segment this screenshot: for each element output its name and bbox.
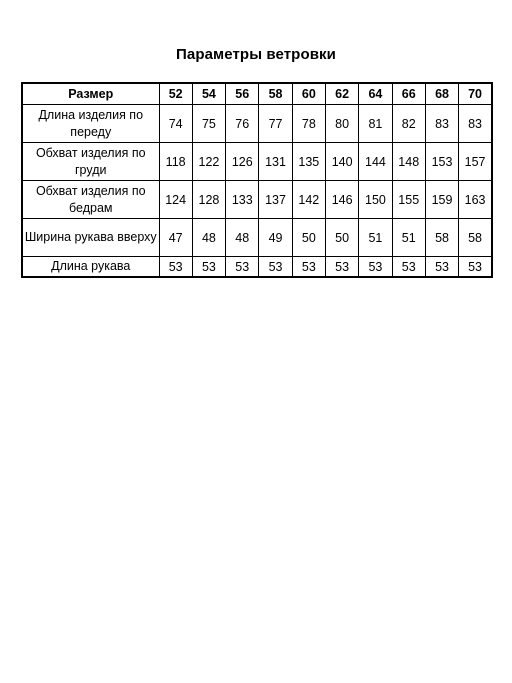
value-cell: 53: [159, 257, 192, 278]
value-cell: 146: [325, 181, 358, 219]
header-size-cell: 54: [192, 83, 225, 105]
value-cell: 82: [392, 105, 425, 143]
value-cell: 163: [459, 181, 492, 219]
value-cell: 155: [392, 181, 425, 219]
value-cell: 81: [359, 105, 392, 143]
value-cell: 58: [425, 219, 458, 257]
value-cell: 157: [459, 143, 492, 181]
value-cell: 122: [192, 143, 225, 181]
value-cell: 131: [259, 143, 292, 181]
value-cell: 124: [159, 181, 192, 219]
row-label-cell: Ширина рукава вверху: [22, 219, 159, 257]
value-cell: 53: [359, 257, 392, 278]
row-label-cell: Длина изделия по переду: [22, 105, 159, 143]
row-label-cell: Длина рукава: [22, 257, 159, 278]
value-cell: 53: [425, 257, 458, 278]
row-label-cell: Обхват изделия по груди: [22, 143, 159, 181]
value-cell: 53: [259, 257, 292, 278]
value-cell: 53: [392, 257, 425, 278]
value-cell: 80: [325, 105, 358, 143]
value-cell: 133: [226, 181, 259, 219]
header-size-cell: 58: [259, 83, 292, 105]
value-cell: 150: [359, 181, 392, 219]
value-cell: 128: [192, 181, 225, 219]
value-cell: 51: [392, 219, 425, 257]
value-cell: 137: [259, 181, 292, 219]
value-cell: 50: [325, 219, 358, 257]
value-cell: 159: [425, 181, 458, 219]
value-cell: 76: [226, 105, 259, 143]
value-cell: 53: [325, 257, 358, 278]
value-cell: 49: [259, 219, 292, 257]
value-cell: 77: [259, 105, 292, 143]
header-size-cell: 68: [425, 83, 458, 105]
value-cell: 144: [359, 143, 392, 181]
value-cell: 53: [226, 257, 259, 278]
value-cell: 75: [192, 105, 225, 143]
header-size-cell: 70: [459, 83, 492, 105]
value-cell: 142: [292, 181, 325, 219]
value-cell: 53: [292, 257, 325, 278]
table-row: [22, 181, 492, 219]
value-cell: 53: [192, 257, 225, 278]
value-cell: 135: [292, 143, 325, 181]
header-size-cell: 60: [292, 83, 325, 105]
value-cell: 78: [292, 105, 325, 143]
value-cell: 83: [459, 105, 492, 143]
value-cell: 83: [425, 105, 458, 143]
value-cell: 126: [226, 143, 259, 181]
value-cell: 48: [192, 219, 225, 257]
value-cell: 153: [425, 143, 458, 181]
table-row: [22, 143, 492, 181]
header-size-cell: 56: [226, 83, 259, 105]
value-cell: 140: [325, 143, 358, 181]
header-size-cell: 62: [325, 83, 358, 105]
value-cell: 58: [459, 219, 492, 257]
value-cell: 48: [226, 219, 259, 257]
document-title: Параметры ветровки: [176, 46, 336, 63]
value-cell: 118: [159, 143, 192, 181]
value-cell: 74: [159, 105, 192, 143]
table-row: [22, 105, 492, 143]
header-label-cell: Размер: [22, 83, 159, 105]
header-size-cell: 64: [359, 83, 392, 105]
value-cell: 148: [392, 143, 425, 181]
value-cell: 51: [359, 219, 392, 257]
header-size-cell: 52: [159, 83, 192, 105]
table-header-row: [22, 83, 492, 105]
value-cell: 53: [459, 257, 492, 278]
table-row: [22, 219, 492, 257]
value-cell: 50: [292, 219, 325, 257]
header-size-cell: 66: [392, 83, 425, 105]
table-row: [22, 257, 492, 278]
row-label-cell: Обхват изделия по бедрам: [22, 181, 159, 219]
value-cell: 47: [159, 219, 192, 257]
size-parameters-table: [21, 82, 493, 278]
